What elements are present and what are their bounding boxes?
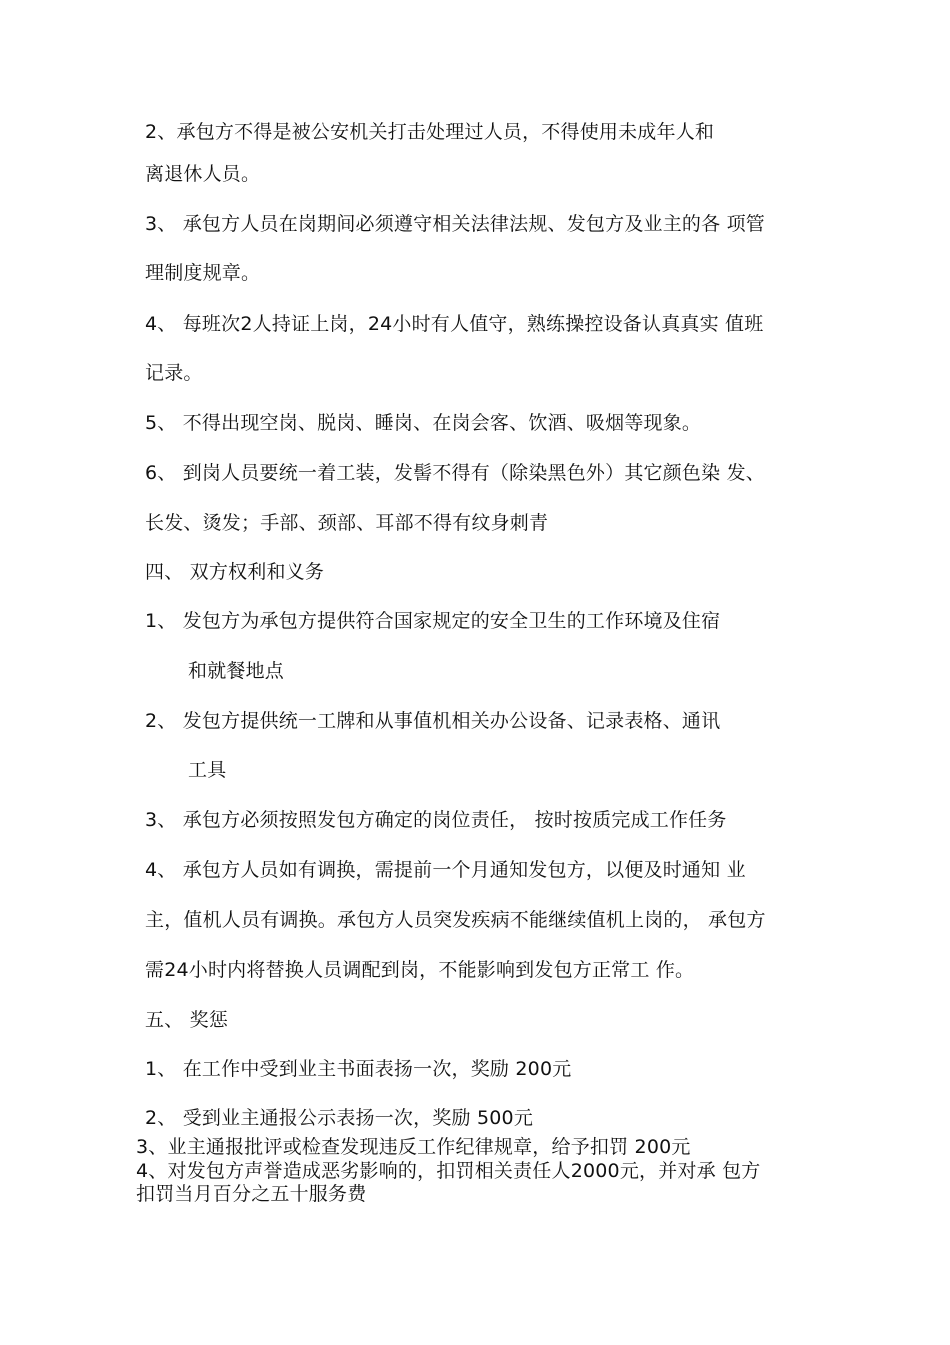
reward-1-line: 1、 在工作中受到业主书面表扬一次，奖励 200元 bbox=[145, 1058, 572, 1080]
penalty-4-line-1: 4、对发包方声誉造成恶劣影响的，扣罚相关责任人2000元，并对承 包方 bbox=[136, 1160, 761, 1182]
section-five-heading: 五、 奖惩 bbox=[145, 1009, 229, 1031]
clause-2-line-2: 离退休人员。 bbox=[145, 163, 261, 185]
clause-6-line-1: 6、 到岗人员要统一着工装，发髻不得有（除染黑色外）其它颜色染 发、 bbox=[145, 462, 765, 484]
rights-1-line-2: 和就餐地点 bbox=[188, 660, 285, 682]
clause-4-line-1: 4、 每班次2人持证上岗，24小时有人值守，熟练操控设备认真真实 值班 bbox=[145, 313, 764, 335]
penalty-3-line: 3、业主通报批评或检查发现违反工作纪律规章，给予扣罚 200元 bbox=[136, 1136, 691, 1158]
clause-4-line-2: 记录。 bbox=[145, 362, 203, 384]
section-four-heading: 四、 双方权利和义务 bbox=[145, 561, 325, 583]
rights-3-line: 3、 承包方必须按照发包方确定的岗位责任， 按时按质完成工作任务 bbox=[145, 809, 727, 831]
clause-3-line-1: 3、 承包方人员在岗期间必须遵守相关法律法规、发包方及业主的各 项管 bbox=[145, 213, 765, 235]
clause-2-line-1: 2、承包方不得是被公安机关打击处理过人员，不得使用未成年人和 bbox=[145, 121, 715, 143]
rights-2-line-1: 2、 发包方提供统一工牌和从事值机相关办公设备、记录表格、通讯 bbox=[145, 710, 721, 732]
clause-6-line-2: 长发、烫发；手部、颈部、耳部不得有纹身刺青 bbox=[145, 512, 549, 534]
rights-4-line-3: 需24小时内将替换人员调配到岗，不能影响到发包方正常工 作。 bbox=[145, 959, 695, 981]
rights-2-line-2: 工具 bbox=[188, 759, 227, 781]
clause-3-line-2: 理制度规章。 bbox=[145, 262, 261, 284]
clause-5-line: 5、 不得出现空岗、脱岗、睡岗、在岗会客、饮酒、吸烟等现象。 bbox=[145, 412, 702, 434]
rights-4-line-1: 4、 承包方人员如有调换，需提前一个月通知发包方，以便及时通知 业 bbox=[145, 859, 746, 881]
reward-2-line: 2、 受到业主通报公示表扬一次，奖励 500元 bbox=[145, 1107, 534, 1129]
penalty-4-line-2: 扣罚当月百分之五十服务费 bbox=[136, 1183, 367, 1205]
rights-1-line-1: 1、 发包方为承包方提供符合国家规定的安全卫生的工作环境及住宿 bbox=[145, 610, 721, 632]
rights-4-line-2: 主，值机人员有调换。承包方人员突发疾病不能继续值机上岗的， 承包方 bbox=[145, 909, 766, 931]
